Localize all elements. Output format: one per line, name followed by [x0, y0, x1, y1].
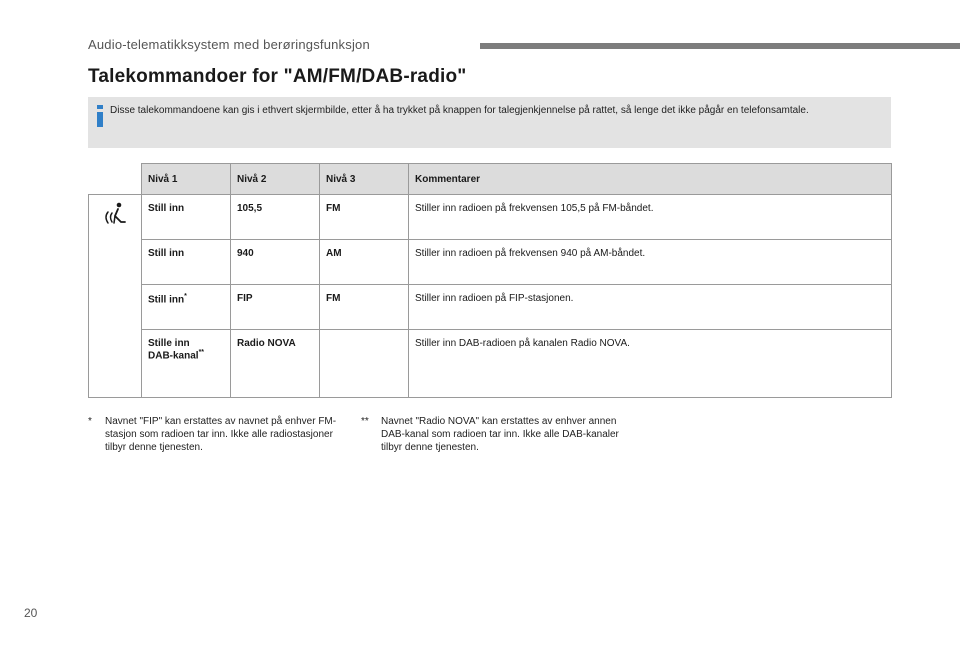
info-icon — [94, 105, 106, 127]
row3-footnote-mark: * — [184, 293, 187, 300]
row3-level2: FIP — [231, 285, 320, 330]
row2-level3: AM — [320, 240, 409, 285]
row1-comment: Stiller inn radioen på frekvensen 105,5 på FM-båndet. — [409, 195, 892, 240]
row2-level1: Still inn — [142, 240, 231, 285]
row3-level1-text: Still inn — [148, 294, 185, 306]
title-main: AM/FM/DAB-radio — [292, 66, 458, 87]
footnote-1-mark: * — [88, 416, 92, 427]
header-bar — [480, 43, 960, 49]
row4-level3 — [320, 330, 409, 398]
row3-level1 — [142, 285, 231, 330]
row1-level1: Still inn — [142, 195, 231, 240]
title-suffix: " — [457, 66, 467, 87]
col-header-level1: Nivå 1 — [142, 164, 231, 195]
page-title — [88, 66, 467, 88]
table-row — [89, 330, 892, 398]
row4-level1-text: Stille inn — [148, 338, 190, 349]
table-row — [89, 195, 892, 240]
section-header: Audio-telematikksystem med berøringsfunksjon — [88, 37, 370, 52]
table-corner — [89, 164, 142, 195]
voice-command-table — [88, 163, 892, 398]
row3-comment: Stiller inn radioen på FIP-stasjonen. — [409, 285, 892, 330]
page-number: 20 — [24, 606, 38, 620]
footnote-1-text: Navnet "FIP" kan erstattes av navnet på enhver FM-stasjon som radioen tar inn. Ikke alle radiostasjoner tilbyr denne tjenesten. — [105, 416, 337, 453]
table-row — [89, 285, 892, 330]
title-prefix: Talekommandoer for " — [88, 66, 293, 87]
info-note — [88, 97, 891, 148]
row4-level1 — [142, 330, 231, 398]
footnote-2-mark: ** — [361, 416, 369, 427]
row4-level2: Radio NOVA — [231, 330, 320, 398]
row4-level1-text-line2: DAB-kanal — [148, 350, 199, 362]
row4-comment: Stiller inn DAB-radioen på kanalen Radio NOVA. — [409, 330, 892, 398]
footnote-2-text: Navnet "Radio NOVA" kan erstattes av enhver annen DAB-kanal som radioen tar inn. Ikke alle DAB-kanaler tilbyr denne tjenesten. — [381, 416, 619, 453]
row2-level2: 940 — [231, 240, 320, 285]
row4-footnote-mark: ** — [198, 349, 205, 356]
col-header-level2: Nivå 2 — [231, 164, 320, 195]
col-header-level3: Nivå 3 — [320, 164, 409, 195]
info-text: Disse talekommandoene kan gis i ethvert skjermbilde, etter å ha trykket på knappen for talegjenkjennelse på rattet, så lenge det ikke pågår en telefonsamtale. — [110, 105, 809, 116]
voice-icon-cell — [89, 195, 142, 398]
row1-level2: 105,5 — [231, 195, 320, 240]
col-header-comments: Kommentarer — [409, 164, 892, 195]
voice-command-icon — [102, 201, 128, 229]
row1-level3: FM — [320, 195, 409, 240]
table-header-row — [89, 164, 892, 195]
table-row — [89, 240, 892, 285]
row2-comment: Stiller inn radioen på frekvensen 940 på AM-båndet. — [409, 240, 892, 285]
row3-level3: FM — [320, 285, 409, 330]
